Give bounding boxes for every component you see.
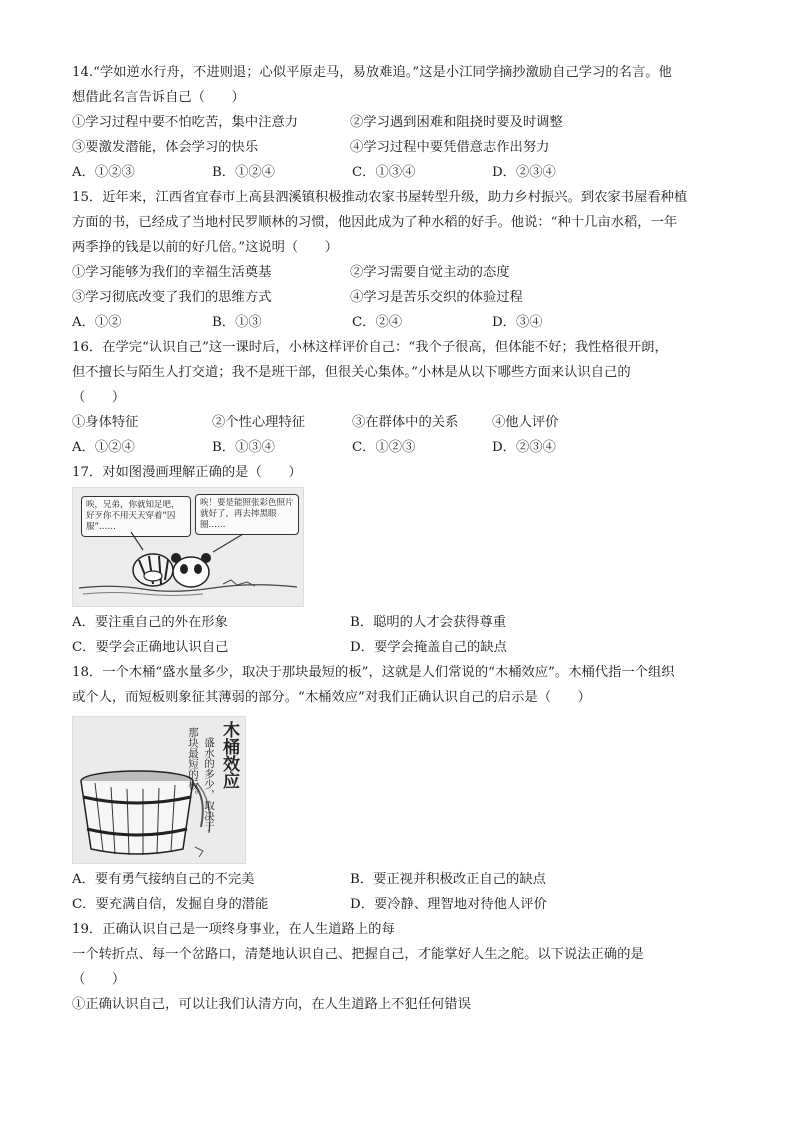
choice-c[interactable]: C．②④ xyxy=(352,315,403,330)
zebra-panda-drawing-icon xyxy=(73,488,303,606)
question-16 xyxy=(72,335,724,460)
question-stem: 方面的书，已经成了当地村民罗顺林的习惯，他因此成为了种水稻的好手。他说：“种十几亩水稻，一年 xyxy=(72,215,678,230)
choice-a[interactable]: A．要有勇气接纳自己的不完美 xyxy=(72,872,255,887)
answer-choices xyxy=(72,310,724,335)
choice-d[interactable]: D．③④ xyxy=(492,315,543,330)
question-stem: 或个人，而短板则象征其薄弱的部分。“木桶效应”对我们正确认识自己的启示是（ ） xyxy=(72,690,591,705)
speech-bubble-left: 唉，兄弟，你就知足吧，好歹你不用天天穿着“囚服”…… xyxy=(81,496,191,537)
statement-option: ④他人评价 xyxy=(492,415,559,430)
choice-b[interactable]: B．聪明的人才会获得尊重 xyxy=(350,615,507,630)
choice-d[interactable]: D．要学会掩盖自己的缺点 xyxy=(350,640,507,655)
question-stem: （ ） xyxy=(72,972,126,987)
choice-c[interactable]: C．①③④ xyxy=(352,165,416,180)
question-18 xyxy=(72,660,724,917)
question-19 xyxy=(72,917,724,1017)
question-stem: 18．一个木桶“盛水量多少，取决于那块最短的板”，这就是人们常说的“木桶效应”。木桶代指一个组织 xyxy=(72,665,675,680)
question-17 xyxy=(72,460,724,660)
question-stem: 一个转折点、每一个岔路口，清楚地认识自己、把握自己，才能掌好人生之舵。以下说法正确的是 xyxy=(72,947,644,962)
choice-a[interactable]: A．①② xyxy=(72,315,122,330)
statement-option: ②学习需要自觉主动的态度 xyxy=(350,265,510,280)
answer-choices xyxy=(72,435,724,460)
barrel-image xyxy=(72,716,246,864)
choice-c[interactable]: C．要学会正确地认识自己 xyxy=(72,640,229,655)
choice-a[interactable]: A．①②③ xyxy=(72,165,135,180)
choice-b[interactable]: B．①②④ xyxy=(212,165,275,180)
statement-option: ①学习能够为我们的幸福生活奠基 xyxy=(72,265,272,280)
statement-option: ②学习遇到困难和阻挠时要及时调整 xyxy=(350,115,563,130)
statement-option: ①正确认识自己，可以让我们认清方向，在人生道路上不犯任何错误 xyxy=(72,997,471,1012)
choice-d[interactable]: D．②③④ xyxy=(492,165,556,180)
barrel-caption: 那块最短的板。 xyxy=(187,727,199,801)
statement-option: ④学习是苦乐交织的体验过程 xyxy=(350,290,523,305)
choice-a[interactable]: A．①②④ xyxy=(72,440,135,455)
choice-a[interactable]: A．要注重自己的外在形象 xyxy=(72,615,228,630)
statement-option: ②个性心理特征 xyxy=(212,415,306,430)
choice-c[interactable]: C．①②③ xyxy=(352,440,416,455)
question-stem: 两季挣的钱是以前的好几倍。”这说明（ ） xyxy=(72,240,339,255)
exam-page xyxy=(72,60,724,1017)
question-stem: 16．在学完“认识自己”这一课时后，小林这样评价自己：“我个子很高，但体能不好；我性格很开朗， xyxy=(72,340,668,355)
choice-b[interactable]: B．①③④ xyxy=(212,440,275,455)
question-stem: 17．对如图漫画理解正确的是（ ） xyxy=(72,465,302,480)
question-stem: 14.“学如逆水行舟，不进则退；心似平原走马，易放难追。”这是小江同学摘抄激励自己学习的名言。他 xyxy=(72,65,672,80)
choice-d[interactable]: D．要冷静、理智地对待他人评价 xyxy=(350,897,547,912)
barrel-caption: 盛水的多少，取决于 xyxy=(203,737,215,832)
question-14 xyxy=(72,60,724,185)
question-stem: 但不擅长与陌生人打交道；我不是班干部，但很关心集体。”小林是从以下哪些方面来认识自己的 xyxy=(72,365,631,380)
choice-c[interactable]: C．要充满自信，发掘自身的潜能 xyxy=(72,897,269,912)
statement-option: ①身体特征 xyxy=(72,415,139,430)
question-stem: 15．近年来，江西省宜春市上高县泗溪镇积极推动农家书屋转型升级，助力乡村振兴。到农家书屋看种植 xyxy=(72,190,688,205)
choice-d[interactable]: D．②③④ xyxy=(492,440,556,455)
question-stem: 19．正确认识自己是一项终身事业，在人生道路上的每 xyxy=(72,922,395,937)
choice-b[interactable]: B．要正视并积极改正自己的缺点 xyxy=(350,872,546,887)
comic-image xyxy=(72,487,304,607)
statement-option: ④学习过程中要凭借意志作出努力 xyxy=(350,140,550,155)
statement-option: ③要激发潜能，体会学习的快乐 xyxy=(72,140,259,155)
question-stem: 想借此名言告诉自己（ ） xyxy=(72,90,245,105)
choice-b[interactable]: B．①③ xyxy=(212,315,262,330)
question-15 xyxy=(72,185,724,335)
question-stem: （ ） xyxy=(72,390,126,405)
barrel-title: 木桶效应 xyxy=(219,721,239,789)
statement-option: ①学习过程中要不怕吃苦，集中注意力 xyxy=(72,115,299,130)
speech-bubble-right: 唉！要是能照张彩色照片就好了，再去摔黑眼圈…… xyxy=(195,494,299,535)
answer-choices xyxy=(72,160,724,185)
statement-option: ③学习彻底改变了我们的思维方式 xyxy=(72,290,272,305)
statement-option: ③在群体中的关系 xyxy=(352,415,459,430)
